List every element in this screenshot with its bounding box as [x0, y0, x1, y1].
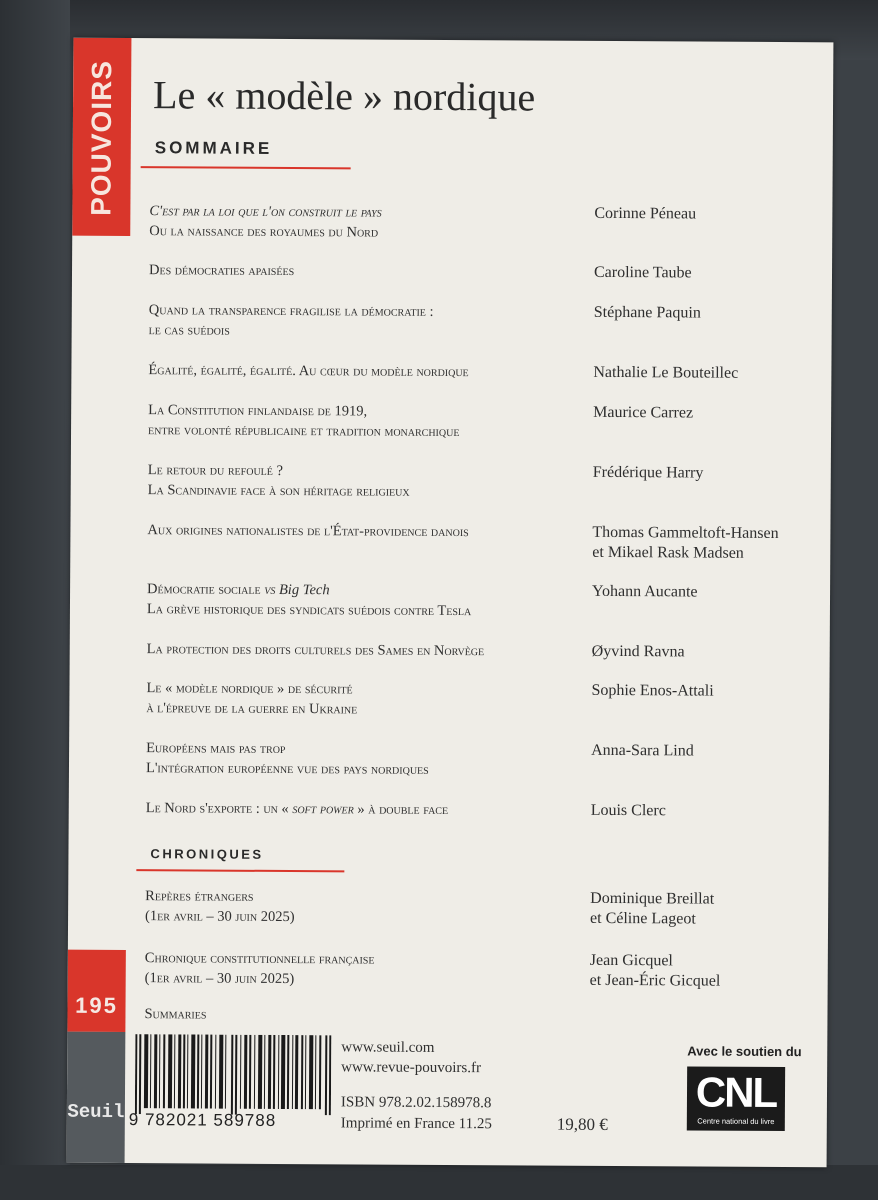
- spine-brand: POUVOIRS: [85, 59, 118, 216]
- chroniques-rule: [136, 869, 344, 872]
- article-author: Stéphane Paquin: [593, 303, 701, 322]
- chronique-title: Repères étrangers (1er avril – 30 juin 2025): [145, 888, 295, 926]
- issue-number: 195: [75, 992, 118, 1018]
- article-title: C'est par la loi que l'on construit le pays Ou la naissance des royaumes du Nord: [149, 203, 382, 241]
- isbn: ISBN 978.2.02.158978.8: [340, 1094, 492, 1112]
- article-title: Européens mais pas trop L'intégration européenne vue des pays nordiques: [145, 740, 429, 778]
- article-author: Øyvind Ravna: [591, 642, 685, 661]
- article-title: Égalité, égalité, égalité. Au cœur du modèle nordique: [148, 362, 469, 381]
- article-title: Des démocraties apaisées: [148, 262, 295, 280]
- spine-publisher-block: [67, 1032, 126, 1163]
- article-title: Démocratie sociale vs Big Tech La grève historique des syndicats suédois contre Tesla: [146, 581, 472, 620]
- barcode-digits: 9 782021 589788: [128, 1110, 277, 1130]
- article-author: Louis Clerc: [590, 801, 666, 820]
- price: 19,80 €: [556, 1114, 608, 1134]
- article-author: Maurice Carrez: [593, 403, 694, 422]
- cnl-logo-mark: CNL: [695, 1068, 777, 1117]
- support-text: Avec le soutien du: [687, 1043, 802, 1060]
- article-author: Thomas Gammeltoft-Hansen et Mikael Rask Madsen: [592, 523, 779, 562]
- chronique-author: Jean Gicquel et Jean-Éric Gicquel: [589, 951, 721, 990]
- sommaire-heading: SOMMAIRE: [154, 138, 273, 158]
- article-author: Anna-Sara Lind: [591, 741, 694, 760]
- summaries-link: Summaries: [144, 1006, 207, 1023]
- article-title: Le retour du refoulé ? La Scandinavie face à son héritage religieux: [147, 462, 410, 500]
- chronique-title: Chronique constitutionnelle française (1er avril – 30 juin 2025): [144, 950, 375, 988]
- chronique-author: Dominique Breillat et Céline Lageot: [590, 889, 715, 928]
- cnl-logo: [687, 1066, 785, 1131]
- page-title: Le « modèle » nordique: [152, 72, 536, 120]
- spine-issue-block: [67, 950, 125, 1032]
- article-author: Yohann Aucante: [592, 582, 698, 601]
- article-author: Corinne Péneau: [594, 204, 697, 223]
- article-title: Quand la transparence fragilise la démocratie : le cas suédois: [148, 302, 434, 339]
- article-title: Aux origines nationalistes de l'État-providence danois: [147, 522, 469, 541]
- article-author: Caroline Taube: [593, 263, 692, 282]
- sommaire-rule: [141, 166, 351, 169]
- article-title: Le « modèle nordique » de sécurité à l'épreuve de la guerre en Ukraine: [146, 680, 358, 718]
- article-author: Frédérique Harry: [592, 463, 704, 482]
- barcode-image: [135, 1034, 331, 1115]
- article-title: La Constitution finlandaise de 1919, entre volonté républicaine et tradition monarchique: [147, 402, 460, 441]
- publisher-url: www.seuil.com: [341, 1039, 435, 1056]
- article-author: Nathalie Le Bouteillec: [593, 363, 739, 382]
- journal-url: www.revue-pouvoirs.fr: [341, 1059, 482, 1077]
- print-info: Imprimé en France 11.25: [340, 1115, 492, 1133]
- chroniques-heading: CHRONIQUES: [150, 846, 264, 862]
- background-left: [0, 0, 70, 1200]
- article-title: Le Nord s'exporte : un « soft power » à double face: [145, 800, 449, 818]
- article-title: La protection des droits culturels des Sames en Norvège: [146, 641, 485, 660]
- cnl-logo-subtitle: Centre national du livre: [697, 1116, 775, 1126]
- book-back-cover: [67, 38, 834, 1168]
- article-author: Sophie Enos-Attali: [591, 681, 714, 700]
- background-bottom: [0, 1165, 878, 1200]
- publisher-name: Seuil: [67, 1100, 125, 1124]
